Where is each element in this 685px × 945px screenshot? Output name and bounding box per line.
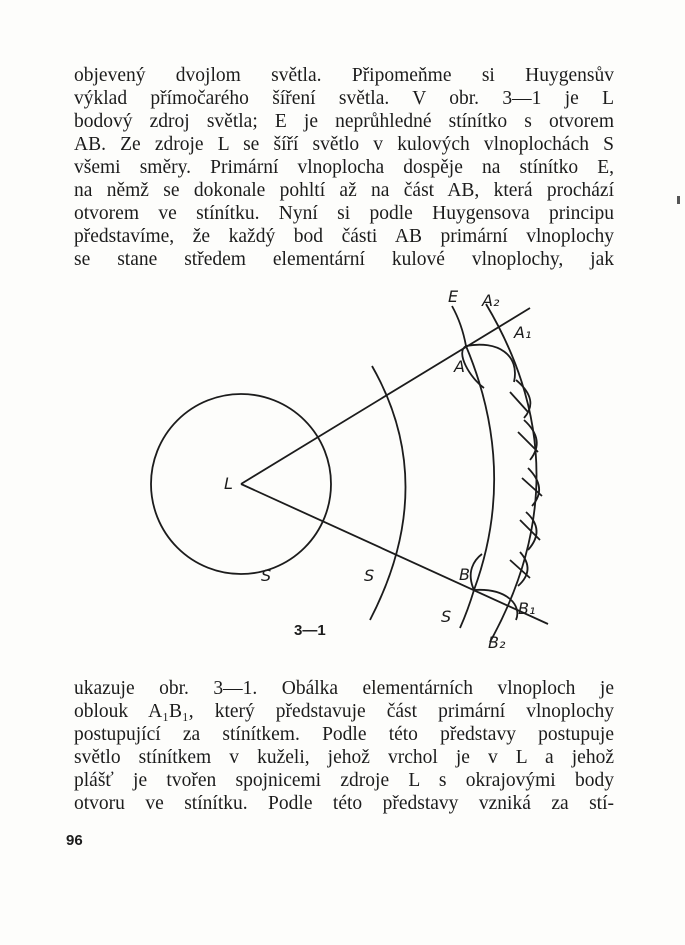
scan-edge-mark [677,196,680,204]
label-L: L [224,474,233,493]
text-line: postupující za stínítkem. Podle této představy postupuje [74,724,614,745]
wavelet-b [474,590,517,620]
label-B2: B₂ [488,633,506,652]
wavefront-arc-middle [370,366,406,620]
cone-line-upper [241,308,530,484]
text-line: plášť je tvořen spojnicemi zdroje L s okrajovými body [74,770,614,791]
text-line: otvorem ve stínítku. Nyní si podle Huygensova principu [74,203,614,224]
text-line: bodový zdroj světla; E je neprůhledné stínítko s otvorem [74,111,614,132]
screen-lower [460,590,474,628]
text-line: představíme, že každý bod části AB primární vlnoplochy [74,226,614,247]
huygens-diagram [140,282,560,662]
text-line: na němž se dokonale pohltí až na část AB, která prochází [74,180,614,201]
text-line: ukazuje obr. 3—1. Obálka elementárních vlnoploch je [74,678,614,699]
text-line: všemi směry. Primární vlnoplocha dospěje na stínítko E, [74,157,614,178]
label-A2: A₂ [482,291,500,310]
screen-upper [452,306,466,346]
text-line: výklad přímočarého šíření světla. V obr. 3—1 je L [74,88,614,109]
label-S1: S [261,566,272,585]
text-block-top [74,64,614,271]
label-B1: B₁ [518,599,536,618]
page-number: 96 [66,832,83,849]
text-line: se stane středem elementární kulové vlnoplochy, jak [74,249,614,270]
label-B: B [459,565,470,584]
figure-caption: 3—1 [294,622,326,639]
label-S2: S [364,566,375,585]
wavelet-a-inner [462,346,484,388]
label-E: E [448,287,459,306]
label-A1: A₁ [514,323,532,342]
cone-line-lower [241,484,548,624]
text-line: světlo stínítkem v kuželi, jehož vrchol je v L a jehož [74,747,614,768]
text-line: otvoru ve stínítku. Podle této představy vzniká za stí- [74,793,614,814]
label-A: A [454,357,465,376]
text-line: AB. Ze zdroje L se šíří světlo v kulových vlnoplochách S [74,134,614,155]
text-line: objevený dvojlom světla. Připomeňme si Huygensův [74,65,614,86]
primary-wavefront-arc [466,346,494,590]
label-S3: S [441,607,452,626]
text-block-bottom [74,677,614,815]
text-line: oblouk A₁B₁, který představuje část primární vlnoplochy [74,701,614,722]
